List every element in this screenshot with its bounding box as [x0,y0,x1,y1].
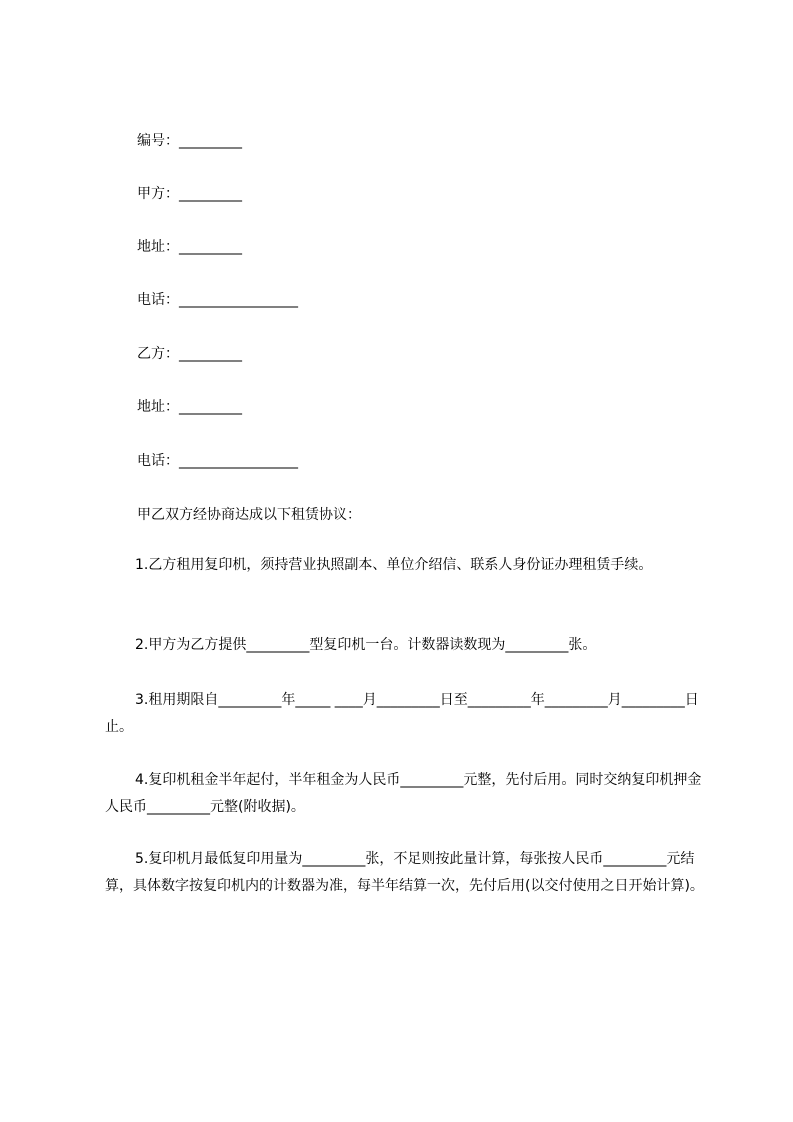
field-number: 编号：_________ [137,133,242,149]
field-party-b: 乙方：_________ [137,346,242,362]
field-party-b-address: 地址：_________ [137,399,242,415]
field-party-a: 甲方：_________ [137,186,242,202]
field-party-b-phone: 电话：_________________ [137,453,298,469]
clause-3: 3.租用期限自_________年_____ ____月_________日至_________年_________月_________日止。 [105,692,699,735]
agreement-intro: 甲乙双方经协商达成以下租赁协议： [137,507,361,523]
field-party-a-address: 地址：_________ [137,239,242,255]
clause-4: 4.复印机租金半年起付，半年租金为人民币_________元整，先付后用。同时交纳复印机押金人民币_________元整(附收据)。 [105,772,702,815]
field-party-a-phone: 电话：_________________ [137,292,298,308]
clause-5: 5.复印机月最低复印用量为_________张，不足则按此量计算，每张按人民币_________元结算，具体数字按复印机内的计数器为准，每半年结算一次，先付后用(以交付使用之日开始计算)。 [105,851,704,894]
clause-1: 1.乙方租用复印机，须持营业执照副本、单位介绍信、联系人身份证办理租赁手续。 [135,557,653,573]
clause-2: 2.甲方为乙方提供_________型复印机一台。计数器读数现为_________张。 [135,637,597,653]
